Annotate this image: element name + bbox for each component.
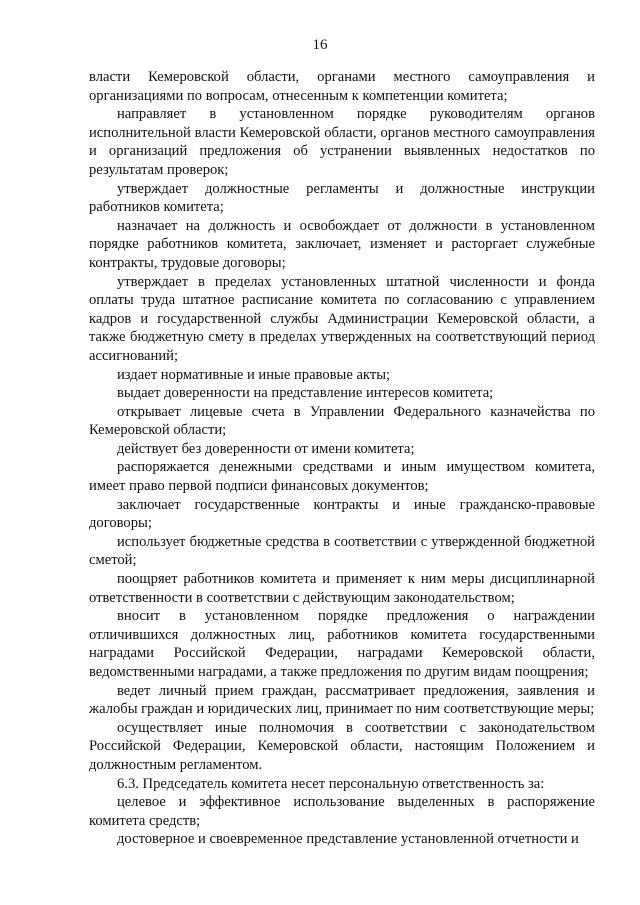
paragraph: распоряжается денежными средствами и иным имуществом комитета, имеет право первой подписи финансовых документов; (89, 459, 595, 495)
paragraph: утверждает в пределах установленных штатной численности и фонда оплаты труда штатное расписание комитета по согласованию с управлением кадров и государственной службы Администрации Кемеровской области, а также бюджетную смету в пределах утвержденных на соответствующий период ассигнований; (89, 273, 595, 364)
paragraph: действует без доверенности от имени комитета; (117, 440, 415, 457)
paragraph: назначает на должность и освобождает от должности в установленном порядке работников комитета, заключает, изменяет и расторгает служебные контракты, трудовые договоры; (89, 217, 595, 271)
paragraph: осуществляет иные полномочия в соответствии с законодательством Российской Федерации, Кемеровской области, настоящим Положением и должностным регламентом. (89, 719, 595, 773)
paragraph: 6.3. Председатель комитета несет персональную ответственность за: (117, 775, 545, 792)
page-number: 16 (312, 37, 328, 53)
paragraph: направляет в установленном порядке руководителям органов исполнительной власти Кемеровской области, органов местного самоуправления и организаций предложения об устранении выявленных недостатков по результатам проверок; (89, 106, 595, 178)
paragraph: целевое и эффективное использование выделенных в распоряжение комитета средств; (89, 794, 595, 829)
paragraph: власти Кемеровской области, органами местного самоуправления и организациями по вопросам, отнесенным к компетенции комитета; (89, 69, 595, 104)
paragraph: использует бюджетные средства в соответствии с утвержденной бюджетной сметой; (89, 533, 595, 569)
paragraph: вносит в установленном порядке предложения о награждении отличившихся должностных лиц, работников комитета государственными наградами Российской Федерации, наградами Кемеровской области, ведомственными наградами, а также предложения по другим видам поощрения; (89, 608, 595, 680)
paragraph: открывает лицевые счета в Управлении Федерального казначейства по Кемеровской области; (89, 403, 595, 439)
paragraph: поощряет работников комитета и применяет к ним меры дисциплинарной ответственности в соответствии с действующим законодательством; (89, 571, 595, 606)
paragraph: утверждает должностные регламенты и должностные инструкции работников комитета; (89, 180, 595, 216)
paragraph: достоверное и своевременное представление установленной отчетности и (117, 831, 579, 848)
paragraph: заключает государственные контракты и иные гражданско-правовые договоры; (89, 496, 595, 532)
paragraph: выдает доверенности на представление интересов комитета; (117, 385, 494, 402)
paragraph: ведет личный прием граждан, рассматривает предложения, заявления и жалобы граждан и юридических лиц, принимает по ним соответствующие меры; (89, 682, 595, 718)
paragraph: издает нормативные и иные правовые акты; (117, 366, 391, 383)
document-body (89, 68, 595, 849)
